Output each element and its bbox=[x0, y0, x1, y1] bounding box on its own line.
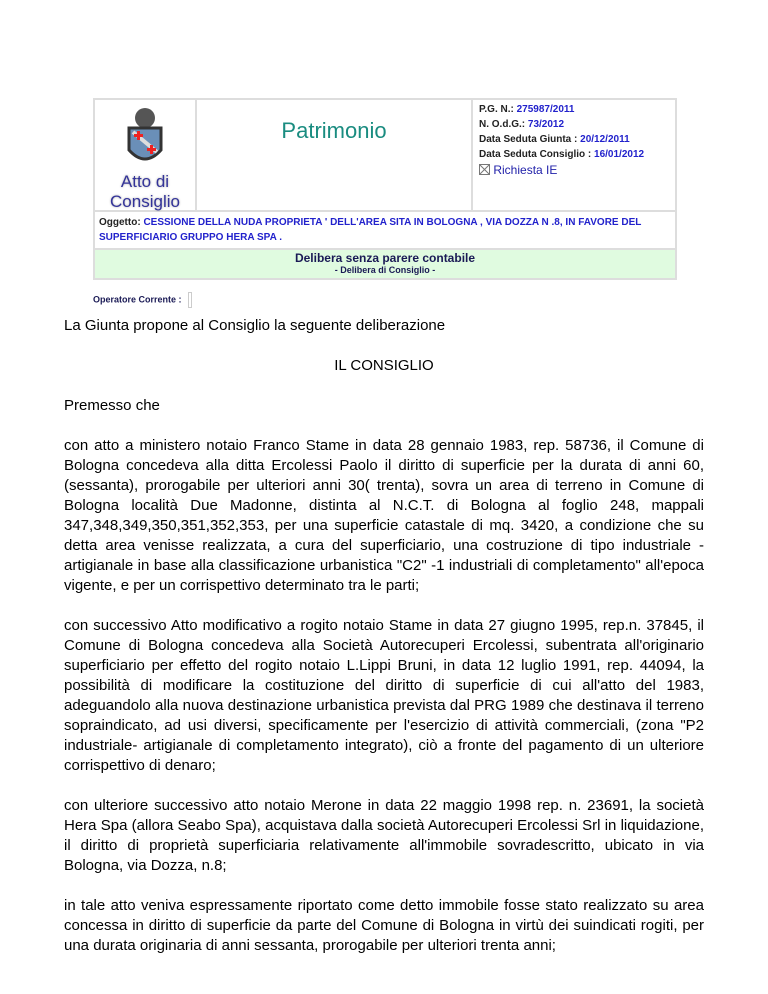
premesso-text: Premesso che bbox=[64, 397, 160, 414]
paragraph: con ulteriore successivo atto notaio Merone in data 22 maggio 1998 rep. n. 23691, la società Hera Spa (allora Seabo Spa), acquistava dalla società Autorecuperi Ercolessi Srl in liquidazione, il diritto di proprietà superficiaria relativamente all'immobile sovradescritto, ubicato in via Bologna, via Dozza, n.8; bbox=[64, 797, 704, 874]
oggetto-row bbox=[95, 212, 675, 250]
pg-value: 275987/2011 bbox=[516, 104, 575, 115]
info-cell bbox=[473, 100, 675, 210]
consiglio-label: Data Seduta Consiglio : bbox=[479, 149, 592, 160]
document-header-table bbox=[93, 98, 677, 280]
paragraph: in tale atto veniva espressamente riportato come detto immobile fosse stato realizzato su area concessa in diritto di superficie da parte del Comune di Bologna in virtù dei suindicati rogiti, per una durata originaria di anni sessanta, prorogabile per ulteriori trenta anni; bbox=[64, 897, 704, 954]
consiglio-value: 16/01/2012 bbox=[594, 149, 645, 160]
delibera-row bbox=[95, 250, 675, 278]
richiesta-ie bbox=[479, 163, 669, 178]
logo-text: Atto di bbox=[120, 172, 170, 191]
odg-value: 73/2012 bbox=[527, 119, 565, 130]
delibera-subtitle: - Delibera di Consiglio - bbox=[334, 265, 436, 275]
richiesta-label: Richiesta IE bbox=[493, 163, 558, 177]
department-title: Patrimonio bbox=[197, 100, 473, 210]
intro-text: La Giunta propone al Consiglio la seguente deliberazione bbox=[64, 317, 446, 334]
paragraph: con successivo Atto modificativo a rogito notaio Stame in data 27 giugno 1995, rep.n. 37845, il Comune di Bologna concedeva alla Società Autorecuperi Ercolessi, subentrata all'originario superficiario per effetto del rogito notaio L.Lippi Bruni, in data 12 luglio 1991, rep. 44094, la possibilità di modificare la costituzione del diritto di superficie di cui all'atto del 1983, adeguandolo alla nuova destinazione urbanistica prevista dal PRG 1989 che destinava il terreno sopraindicato, ad usi diversi, specificamente per l'esercizio di attività commerciali, (zona "P2 industriale- artigianale di completamento integrato), ciò a fronte del pagamento di un ulteriore corrispettivo di denaro; bbox=[64, 617, 704, 774]
logo-text: Consiglio bbox=[110, 192, 180, 211]
operatore-field bbox=[188, 292, 192, 308]
oggetto-label: Oggetto: bbox=[99, 217, 141, 228]
section-heading: IL CONSIGLIO bbox=[334, 357, 434, 374]
oggetto-value: CESSIONE DELLA NUDA PROPRIETA ' DELL'AREA SITA IN BOLOGNA , VIA DOZZA N .8, IN FAVORE DEL SUPERFICIARIO GRUPPO HERA SPA . bbox=[99, 217, 642, 243]
operatore-label: Operatore Corrente : bbox=[93, 294, 182, 305]
logo-cell bbox=[95, 100, 197, 210]
odg-label: N. O.d.G.: bbox=[479, 119, 526, 130]
checkbox-checked-icon bbox=[479, 164, 490, 175]
giunta-value: 20/12/2011 bbox=[580, 134, 630, 145]
operatore-corrente bbox=[93, 292, 192, 308]
delibera-title: Delibera senza parere contabile bbox=[294, 251, 476, 265]
document-body bbox=[64, 316, 704, 976]
coat-of-arms-icon bbox=[123, 106, 167, 172]
paragraph: con atto a ministero notaio Franco Stame in data 28 gennaio 1983, rep. 58736, il Comune di Bologna concedeva alla ditta Ercolessi Paolo il diritto di superficie per la durata di anni 60, (sessanta), prorogabile per ulteriori anni 30( trenta), sovra un area di terreno in Comune di Bologna località Due Madonne, distinta al N.C.T. di Bologna al foglio 248, mappali 347,348,349,350,351,352,353, per una superficie catastale di mq. 3420, a condizione che su detta area venisse realizzata, a cura del superficiario, una costruzione di tipo industriale - artigianale in base alla classificazione urbanistica "C2" -1 industriali di completamento" all'epoca vigente, e per un corrispettivo determinato tra le parti; bbox=[64, 437, 704, 594]
giunta-label: Data Seduta Giunta : bbox=[479, 134, 578, 145]
pg-label: P.G. N.: bbox=[479, 104, 514, 115]
